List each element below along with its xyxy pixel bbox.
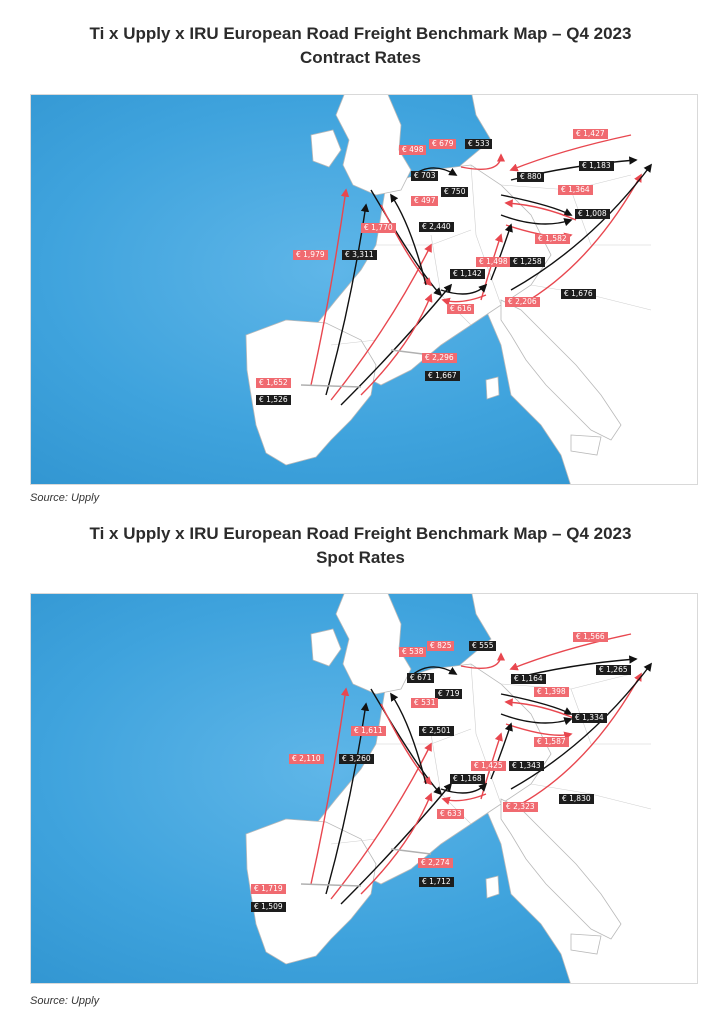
rate-label: € 616 — [447, 304, 474, 314]
rate-label: € 1,265 — [596, 665, 631, 675]
rate-label: € 1,830 — [559, 794, 594, 804]
freight-map-spot — [30, 593, 698, 984]
rate-label: € 3,260 — [339, 754, 374, 764]
rate-label: € 1,770 — [361, 223, 396, 233]
title-line-2: Spot Rates — [316, 548, 405, 567]
rate-label: € 1,364 — [558, 185, 593, 195]
rate-label: € 1,652 — [256, 378, 291, 388]
rate-label: € 2,296 — [422, 353, 457, 363]
rate-label: € 1,611 — [351, 726, 386, 736]
rate-label: € 1,566 — [573, 632, 608, 642]
rate-label: € 2,440 — [419, 222, 454, 232]
rate-label: € 750 — [441, 187, 468, 197]
rate-label: € 1,183 — [579, 161, 614, 171]
rate-label: € 633 — [437, 809, 464, 819]
source-caption: Source: Upply — [30, 995, 100, 1007]
rate-label: € 497 — [411, 196, 438, 206]
rate-label: € 2,206 — [505, 297, 540, 307]
rate-label: € 538 — [399, 647, 426, 657]
rate-label: € 1,582 — [535, 234, 570, 244]
rate-label: € 2,323 — [503, 802, 538, 812]
rate-label: € 1,425 — [471, 761, 506, 771]
rate-label: € 1,008 — [575, 209, 610, 219]
rate-label: € 1,334 — [572, 713, 607, 723]
rate-label: € 2,110 — [289, 754, 324, 764]
rate-label: € 1,498 — [476, 257, 511, 267]
freight-map-contract — [30, 94, 698, 485]
rate-label: € 1,427 — [573, 129, 608, 139]
rate-label: € 555 — [469, 641, 496, 651]
rate-label: € 2,501 — [419, 726, 454, 736]
rate-label: € 3,311 — [342, 250, 377, 260]
rate-label: € 671 — [407, 673, 434, 683]
rate-label: € 1,676 — [561, 289, 596, 299]
rate-label: € 498 — [399, 145, 426, 155]
rate-label: € 703 — [411, 171, 438, 181]
rate-label: € 1,667 — [425, 371, 460, 381]
rate-label: € 531 — [411, 698, 438, 708]
rate-label: € 719 — [435, 689, 462, 699]
title-line-1: Ti x Upply x IRU European Road Freight Benchmark Map – Q4 2023 — [89, 24, 632, 43]
rate-label: € 1,712 — [419, 877, 454, 887]
rate-label: € 1,587 — [534, 737, 569, 747]
rate-label: € 2,274 — [418, 858, 453, 868]
rate-label: € 1,526 — [256, 395, 291, 405]
map-title-spot — [0, 522, 721, 570]
rate-label: € 825 — [427, 641, 454, 651]
rate-label: € 1,398 — [534, 687, 569, 697]
land-masses — [246, 95, 698, 485]
map-title-contract — [0, 22, 721, 70]
land-masses — [246, 594, 698, 984]
rate-label: € 1,168 — [450, 774, 485, 784]
rate-label: € 533 — [465, 139, 492, 149]
europe-map-graphic — [31, 95, 698, 485]
rate-label: € 679 — [429, 139, 456, 149]
title-line-1: Ti x Upply x IRU European Road Freight Benchmark Map – Q4 2023 — [89, 524, 632, 543]
rate-label: € 1,343 — [509, 761, 544, 771]
europe-map-graphic — [31, 594, 698, 984]
rate-label: € 1,719 — [251, 884, 286, 894]
rate-label: € 1,509 — [251, 902, 286, 912]
rate-label: € 880 — [517, 172, 544, 182]
rate-label: € 1,164 — [511, 674, 546, 684]
rate-label: € 1,979 — [293, 250, 328, 260]
rate-label: € 1,258 — [510, 257, 545, 267]
title-line-2: Contract Rates — [300, 48, 421, 67]
source-caption: Source: Upply — [30, 492, 100, 504]
rate-label: € 1,142 — [450, 269, 485, 279]
